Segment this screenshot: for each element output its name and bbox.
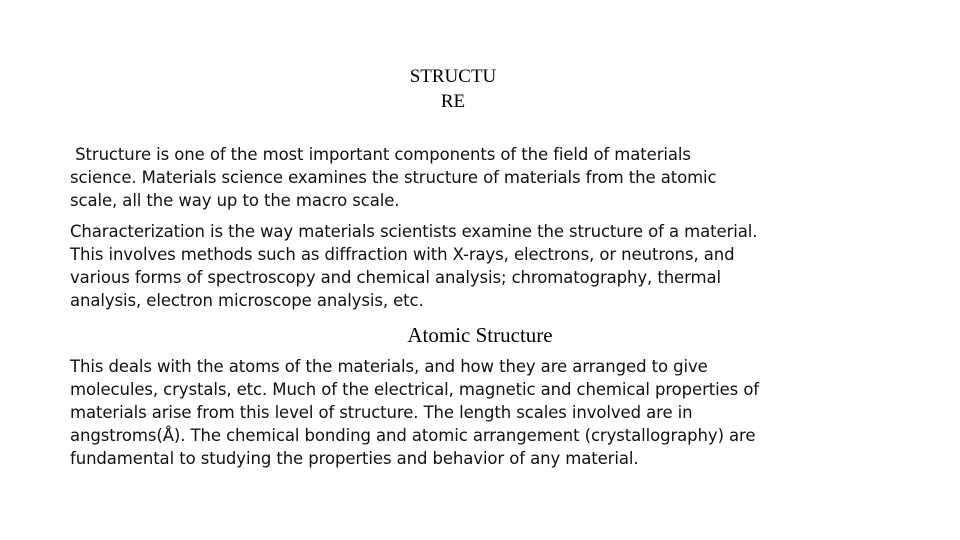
paragraph-characterization [70,220,890,312]
paragraph-line: materials arise from this level of structure. The length scales involved are in [70,403,693,422]
slide-title [380,64,526,114]
slide-title-line: STRUCTU [409,66,497,87]
paragraph-line: scale, all the way up to the macro scale. [70,191,400,210]
paragraph-line: fundamental to studying the properties and behavior of any material. [70,449,639,468]
paragraph-line: molecules, crystals, etc. Much of the electrical, magnetic and chemical properties of [70,380,760,399]
paragraph-line: This involves methods such as diffraction with X-rays, electrons, or neutrons, and [70,245,735,264]
paragraph-line: science. Materials science examines the structure of materials from the atomic [70,168,717,187]
paragraph-line: analysis, electron microscope analysis, etc. [70,291,424,310]
subheading-atomic-structure: Atomic Structure [407,323,553,347]
paragraph-atomic-structure [70,355,900,470]
paragraph-line: This deals with the atoms of the materials, and how they are arranged to give [70,357,708,376]
paragraph-structure-intro [70,143,890,212]
paragraph-line: various forms of spectroscopy and chemical analysis; chromatography, thermal [70,268,721,287]
paragraph-line: angstroms(Å). The chemical bonding and atomic arrangement (crystallography) are [70,426,756,445]
slide-title-line: RE [440,91,466,112]
paragraph-line: Structure is one of the most important components of the field of materials [70,145,691,164]
paragraph-line: Characterization is the way materials scientists examine the structure of a material. [70,222,758,241]
